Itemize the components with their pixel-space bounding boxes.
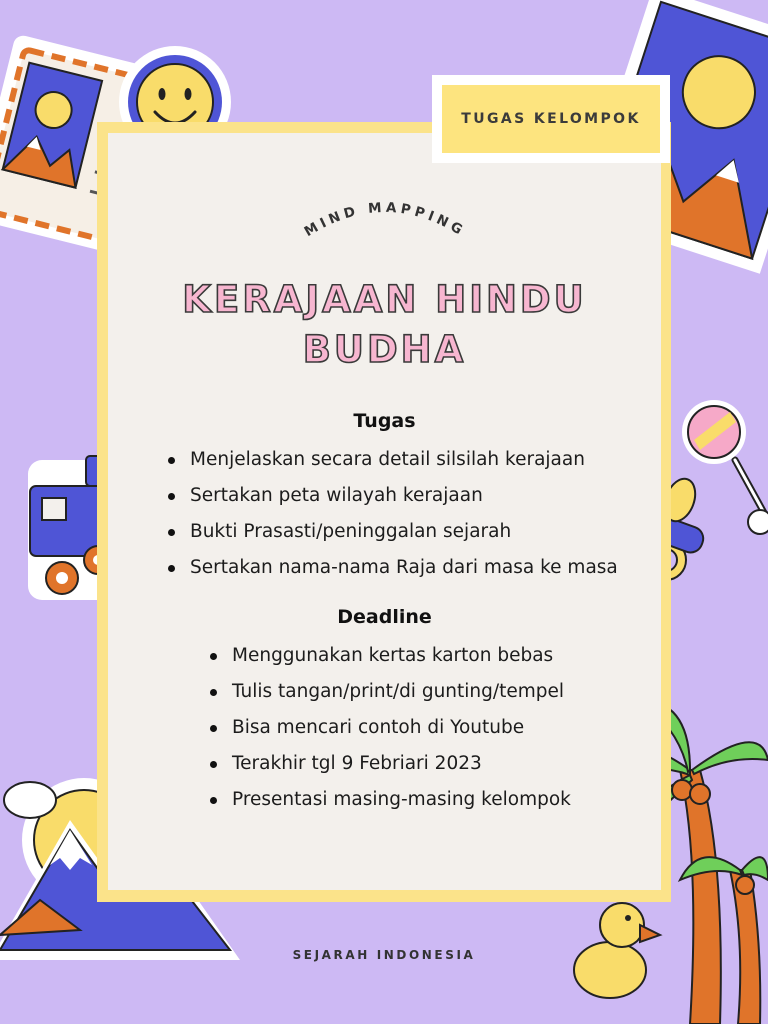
bullet-icon (168, 565, 175, 572)
badge (442, 85, 660, 153)
list-item (210, 638, 571, 674)
bullet-icon (210, 761, 217, 768)
list-item (210, 782, 571, 818)
bullet-icon (168, 457, 175, 464)
bullet-icon (210, 653, 217, 660)
list-item-text: Sertakan nama-nama Raja dari masa ke masa (190, 557, 618, 578)
list-item (168, 478, 618, 514)
footer-text: SEJARAH INDONESIA (292, 948, 476, 962)
list-item-text: Tulis tangan/print/di gunting/tempel (232, 681, 565, 702)
page-title (108, 275, 661, 375)
list-item-text: Sertakan peta wilayah kerajaan (190, 485, 483, 506)
list-item-text: Terakhir tgl 9 Febriari 2023 (232, 753, 482, 774)
list-item (210, 710, 571, 746)
bullet-icon (210, 725, 217, 732)
tugas-list (168, 442, 618, 586)
list-item (168, 514, 618, 550)
list-item-text: Menjelaskan secara detail silsilah kerajaan (190, 449, 585, 470)
list-item (168, 442, 618, 478)
bullet-icon (210, 797, 217, 804)
list-item (210, 674, 571, 710)
subtitle-arc (290, 180, 480, 260)
deadline-heading: Deadline (337, 606, 432, 628)
bullet-icon (168, 529, 175, 536)
subtitle: MIND MAPPING (301, 199, 469, 241)
title-line-1: KERAJAAN HINDU (182, 278, 587, 321)
svg-text:MIND MAPPING (302, 200, 469, 240)
list-item-text: Presentasi masing-masing kelompok (232, 789, 571, 810)
tugas-heading: Tugas (353, 410, 416, 432)
list-item (168, 550, 618, 586)
list-item-text: Bukti Prasasti/peninggalan sejarah (190, 521, 512, 542)
rattle-icon (682, 400, 768, 534)
list-item-text: Bisa mencari contoh di Youtube (232, 717, 525, 738)
title-line-2: BUDHA (302, 328, 467, 371)
list-item-text: Menggunakan kertas karton bebas (232, 645, 554, 666)
bullet-icon (210, 689, 217, 696)
deadline-list (210, 638, 571, 818)
bullet-icon (168, 493, 175, 500)
list-item (210, 746, 571, 782)
badge-label: TUGAS KELOMPOK (461, 111, 641, 127)
